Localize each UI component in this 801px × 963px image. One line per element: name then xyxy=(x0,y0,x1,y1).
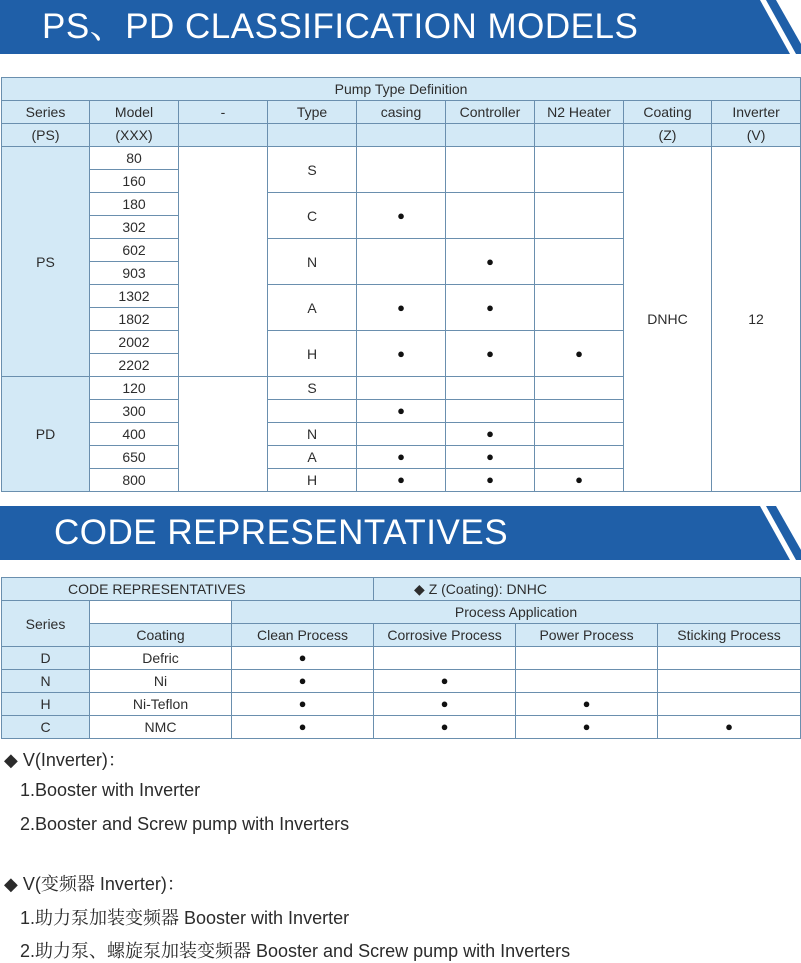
coating-name: NMC xyxy=(90,716,232,739)
table-row xyxy=(2,670,801,693)
type-cell: S xyxy=(268,377,357,400)
type-cell: N xyxy=(268,423,357,446)
casing-dot: ● xyxy=(357,400,446,423)
header-inverter: Inverter xyxy=(712,101,801,124)
type-cell xyxy=(268,400,357,423)
model-cell: 160 xyxy=(90,170,179,193)
table-row xyxy=(2,647,801,670)
controller-cell xyxy=(446,377,535,400)
code-empty xyxy=(268,124,357,147)
empty-cell xyxy=(658,670,801,693)
model-cell: 1802 xyxy=(90,308,179,331)
corrosive-dot: ● xyxy=(374,670,516,693)
inverter-value: 12 xyxy=(712,147,801,492)
controller-cell xyxy=(446,400,535,423)
n2-heater-cell xyxy=(535,377,624,400)
model-cell: 650 xyxy=(90,446,179,469)
corrosive-dot: ● xyxy=(374,693,516,716)
model-cell: 180 xyxy=(90,193,179,216)
coating-name: Ni-Teflon xyxy=(90,693,232,716)
series-code: N xyxy=(2,670,90,693)
empty-cell xyxy=(658,647,801,670)
casing-dot: ● xyxy=(357,469,446,492)
controller-cell xyxy=(446,193,535,239)
table-row xyxy=(2,147,801,170)
casing-cell xyxy=(357,423,446,446)
model-cell: 903 xyxy=(90,262,179,285)
header-model: Model xyxy=(90,101,179,124)
header-dash: - xyxy=(179,101,268,124)
power-dot: ● xyxy=(516,716,658,739)
code-model: (XXX) xyxy=(90,124,179,147)
controller-dot: ● xyxy=(446,331,535,377)
dash-cell xyxy=(179,147,268,377)
coating-name: Ni xyxy=(90,670,232,693)
controller-dot: ● xyxy=(446,285,535,331)
header-process-application: Process Application xyxy=(232,601,801,624)
casing-dot: ● xyxy=(357,285,446,331)
header-coating: Coating xyxy=(624,101,712,124)
n2-heater-cell xyxy=(535,285,624,331)
header-controller: Controller xyxy=(446,101,535,124)
type-cell: A xyxy=(268,446,357,469)
controller-dot: ● xyxy=(446,423,535,446)
power-dot: ● xyxy=(516,693,658,716)
table-row xyxy=(2,716,801,739)
coating-name: Defric xyxy=(90,647,232,670)
n2-heater-cell xyxy=(535,193,624,239)
type-cell: S xyxy=(268,147,357,193)
header-casing: casing xyxy=(357,101,446,124)
type-cell: N xyxy=(268,239,357,285)
casing-cell xyxy=(357,377,446,400)
clean-dot: ● xyxy=(232,693,374,716)
n2-heater-cell xyxy=(535,423,624,446)
casing-cell xyxy=(357,147,446,193)
series-code: C xyxy=(2,716,90,739)
controller-dot: ● xyxy=(446,446,535,469)
header-corrosive-process: Corrosive Process xyxy=(374,624,516,647)
code-series: (PS) xyxy=(2,124,90,147)
empty-cell xyxy=(374,647,516,670)
code-empty xyxy=(357,124,446,147)
code-empty xyxy=(535,124,624,147)
type-cell: H xyxy=(268,469,357,492)
header-sticking-process: Sticking Process xyxy=(658,624,801,647)
inverter-item-cn: 1.助力泵加装变频器 Booster with Inverter xyxy=(20,908,350,928)
coating-note: ◆ Z (Coating): DNHC xyxy=(374,578,801,601)
inverter-item: 1.Booster with Inverter xyxy=(20,780,201,800)
table-caption: CODE REPRESENTATIVES xyxy=(2,578,374,601)
model-cell: 120 xyxy=(90,377,179,400)
header-coating: Coating xyxy=(90,624,232,647)
model-cell: 80 xyxy=(90,147,179,170)
casing-dot: ● xyxy=(357,331,446,377)
header-blank xyxy=(90,601,232,624)
casing-cell xyxy=(357,239,446,285)
corrosive-dot: ● xyxy=(374,716,516,739)
section-banner-code xyxy=(0,506,801,560)
controller-cell xyxy=(446,147,535,193)
inverter-heading-en: ◆ V(Inverter)： xyxy=(4,750,126,770)
pump-type-definition-table xyxy=(1,77,801,492)
n2-heater-cell xyxy=(535,446,624,469)
n2-heater-cell xyxy=(535,147,624,193)
inverter-heading-cn: ◆ V(变频器 Inverter)： xyxy=(4,874,185,894)
controller-dot: ● xyxy=(446,239,535,285)
model-cell: 400 xyxy=(90,423,179,446)
empty-cell xyxy=(516,647,658,670)
header-series: Series xyxy=(2,101,90,124)
inverter-item: 2.Booster and Screw pump with Inverters xyxy=(20,814,350,834)
n2-heater-cell xyxy=(535,400,624,423)
series-code: D xyxy=(2,647,90,670)
series-pd: PD xyxy=(2,377,90,492)
dash-cell xyxy=(179,377,268,492)
model-cell: 2002 xyxy=(90,331,179,354)
header-type: Type xyxy=(268,101,357,124)
casing-dot: ● xyxy=(357,193,446,239)
casing-dot: ● xyxy=(357,446,446,469)
inverter-item-cn: 2.助力泵、螺旋泵加装变频器 Booster and Screw pump with Inverters xyxy=(20,941,571,961)
code-representatives-table xyxy=(1,577,801,739)
model-cell: 602 xyxy=(90,239,179,262)
coating-value: DNHC xyxy=(624,147,712,492)
type-cell: H xyxy=(268,331,357,377)
n2-heater-cell xyxy=(535,239,624,285)
empty-cell xyxy=(516,670,658,693)
clean-dot: ● xyxy=(232,647,374,670)
code-coating: (Z) xyxy=(624,124,712,147)
model-cell: 800 xyxy=(90,469,179,492)
section-title: CODE REPRESENTATIVES xyxy=(54,513,509,552)
header-power-process: Power Process xyxy=(516,624,658,647)
model-cell: 300 xyxy=(90,400,179,423)
model-cell: 2202 xyxy=(90,354,179,377)
section-title: PS、PD CLASSIFICATION MODELS xyxy=(42,7,639,46)
header-row xyxy=(2,101,801,124)
n2-heater-dot: ● xyxy=(535,469,624,492)
series-code: H xyxy=(2,693,90,716)
header-n2-heater: N2 Heater xyxy=(535,101,624,124)
table-row xyxy=(2,693,801,716)
code-inverter: (V) xyxy=(712,124,801,147)
n2-heater-dot: ● xyxy=(535,331,624,377)
code-empty xyxy=(446,124,535,147)
header-clean-process: Clean Process xyxy=(232,624,374,647)
empty-cell xyxy=(658,693,801,716)
code-empty xyxy=(179,124,268,147)
code-row xyxy=(2,124,801,147)
type-cell: C xyxy=(268,193,357,239)
type-cell: A xyxy=(268,285,357,331)
controller-dot: ● xyxy=(446,469,535,492)
series-ps: PS xyxy=(2,147,90,377)
header-series: Series xyxy=(2,601,90,647)
sticking-dot: ● xyxy=(658,716,801,739)
model-cell: 1302 xyxy=(90,285,179,308)
model-cell: 302 xyxy=(90,216,179,239)
clean-dot: ● xyxy=(232,716,374,739)
clean-dot: ● xyxy=(232,670,374,693)
section-banner-classification xyxy=(0,0,801,54)
table-caption: Pump Type Definition xyxy=(2,78,801,101)
